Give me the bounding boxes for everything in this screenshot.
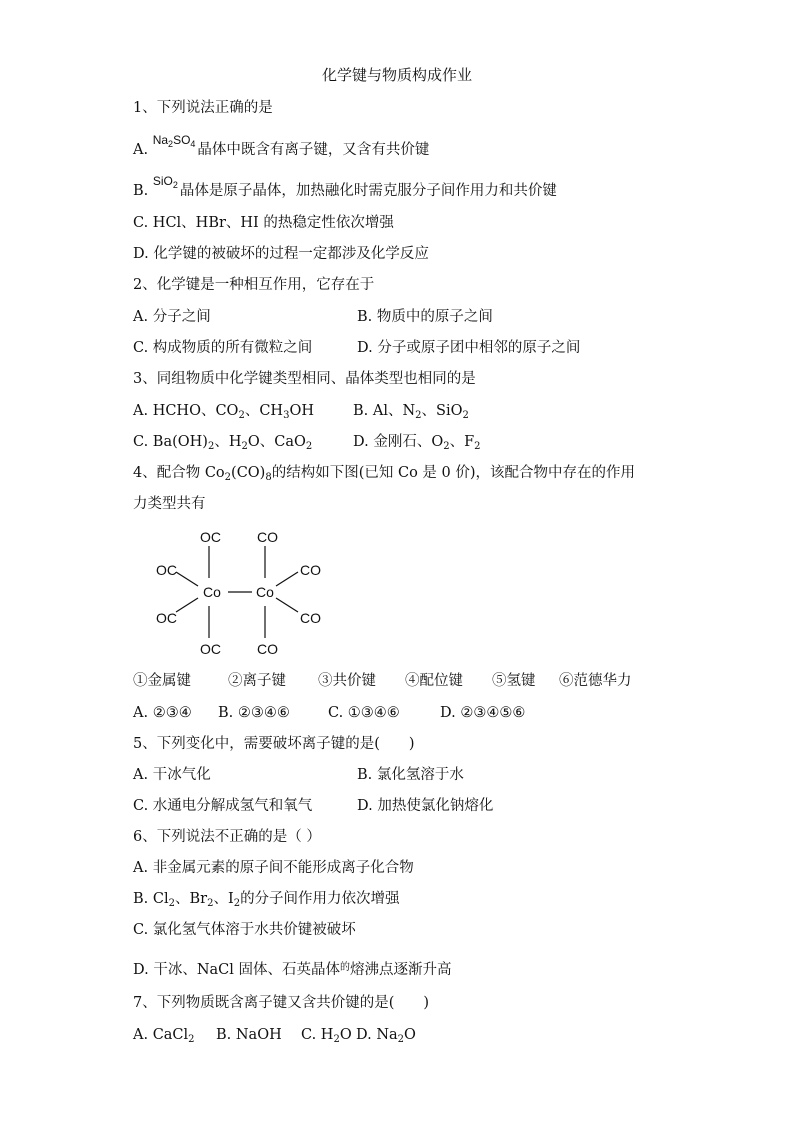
q5-option-c: C. 水通电分解成氢气和氧气 bbox=[133, 798, 313, 814]
ligand-label: OC bbox=[156, 562, 177, 578]
q1-option-d: D. 化学键的被破坏的过程一定都涉及化学反应 bbox=[133, 246, 429, 262]
page-title: 化学键与物质构成作业 bbox=[321, 66, 472, 84]
bond-line bbox=[176, 572, 198, 586]
q4-item-2: ②离子键 bbox=[228, 673, 286, 689]
bond-line bbox=[276, 572, 298, 586]
q1-option-a bbox=[133, 133, 430, 160]
q2-option-a: A. 分子之间 bbox=[133, 309, 211, 325]
ligand-label: CO bbox=[257, 529, 278, 545]
q3-option-b: B. Al、$N_2$、SiO$_2$ bbox=[353, 403, 469, 421]
q2-option-d: D. 分子或原子团中相邻的原子之间 bbox=[357, 340, 581, 356]
q4-item-6: ⑥范德华力 bbox=[559, 673, 632, 689]
q2-option-c: C. 构成物质的所有微粒之间 bbox=[133, 340, 313, 356]
ligand-label: OC bbox=[200, 529, 221, 545]
q4-stem-line1: 4、配合物 $Co_2(CO)_8$的结构如下图(已知 Co 是 0 价)，该配合物中存在的作用 bbox=[133, 465, 636, 483]
q6-option-c: C. 氯化氢气体溶于水共价键被破坏 bbox=[133, 922, 356, 938]
q6-option-d: D. 干冰、NaCl 固体、石英晶体$^的$熔沸点逐渐升高 bbox=[133, 962, 452, 978]
bond-line bbox=[276, 598, 298, 612]
q1-option-c: C. HCl、HBr、HI 的热稳定性依次增强 bbox=[133, 215, 394, 231]
ligand-label: OC bbox=[200, 641, 221, 657]
q4-option-a: A. ②③④ bbox=[133, 705, 192, 721]
q1-a-formula: Na2SO4 bbox=[152, 133, 196, 149]
q1-a-prefix: A. bbox=[133, 142, 149, 158]
q6-option-b: B. $Cl_2$、$Br_2$、$I_2$的分子间作用力依次增强 bbox=[133, 891, 400, 909]
q7-option-a: A. CaCl$_2$ bbox=[133, 1027, 195, 1045]
metal-label-right: Co bbox=[256, 584, 274, 600]
q1-b-formula: SiO2 bbox=[152, 174, 178, 190]
q7-option-b: B. NaOH bbox=[216, 1027, 282, 1043]
q4-option-c: C. ①③④⑥ bbox=[328, 705, 400, 721]
q6-stem: 6、下列说法不正确的是（ ） bbox=[133, 829, 321, 845]
q7-option-c: C. $H_2O$ bbox=[301, 1027, 352, 1045]
q4-item-5: ⑤氢键 bbox=[492, 673, 536, 689]
ligand-label: CO bbox=[300, 562, 321, 578]
q4-option-d: D. ②③④⑤⑥ bbox=[440, 705, 526, 721]
q1-b-prefix: B. bbox=[133, 183, 149, 199]
q4-item-1: ①金属键 bbox=[133, 673, 191, 689]
q4-stem-line2: 力类型共有 bbox=[133, 496, 206, 512]
q5-stem: 5、下列变化中，需要破坏离子键的是( ) bbox=[133, 736, 415, 752]
bond-line bbox=[176, 598, 198, 612]
q6-option-a: A. 非金属元素的原子间不能形成离子化合物 bbox=[133, 860, 414, 876]
q7-stem: 7、下列物质既含离子键又含共价键的是( ) bbox=[133, 995, 430, 1011]
q5-option-d: D. 加热使氯化钠熔化 bbox=[357, 798, 494, 814]
q1-stem: 1、下列说法正确的是 bbox=[133, 100, 273, 116]
q5-option-b: B. 氯化氢溶于水 bbox=[357, 767, 464, 783]
q4-item-3: ③共价键 bbox=[318, 673, 376, 689]
co2-co8-structure-diagram bbox=[140, 520, 350, 665]
q1-option-b bbox=[133, 174, 557, 201]
ligand-label: CO bbox=[257, 641, 278, 657]
metal-label-left: Co bbox=[203, 584, 221, 600]
q7-option-d: D. $Na_2O$ bbox=[356, 1027, 416, 1045]
ligand-label: OC bbox=[156, 610, 177, 626]
q3-option-a: A. HCHO、$CO_2$、$CH_3OH$ bbox=[133, 403, 314, 421]
ligand-label: CO bbox=[300, 610, 321, 626]
q3-option-c: C. $Ba(OH)_2$、$H_2O$、CaO$_2$ bbox=[133, 434, 313, 452]
q4-option-b: B. ②③④⑥ bbox=[218, 705, 290, 721]
q1-b-text: 晶体是原子晶体，加热融化时需克服分子间作用力和共价键 bbox=[179, 183, 557, 199]
q2-option-b: B. 物质中的原子之间 bbox=[357, 309, 493, 325]
q4-item-4: ④配位键 bbox=[405, 673, 463, 689]
q1-a-text: 晶体中既含有离子键，又含有共价键 bbox=[197, 142, 430, 158]
q2-stem: 2、化学键是一种相互作用，它存在于 bbox=[133, 277, 375, 293]
q3-option-d: D. 金刚石、$O_2$、$F_2$ bbox=[353, 434, 481, 452]
q5-option-a: A. 干冰气化 bbox=[133, 767, 211, 783]
q3-stem: 3、同组物质中化学键类型相同、晶体类型也相同的是 bbox=[133, 371, 476, 387]
